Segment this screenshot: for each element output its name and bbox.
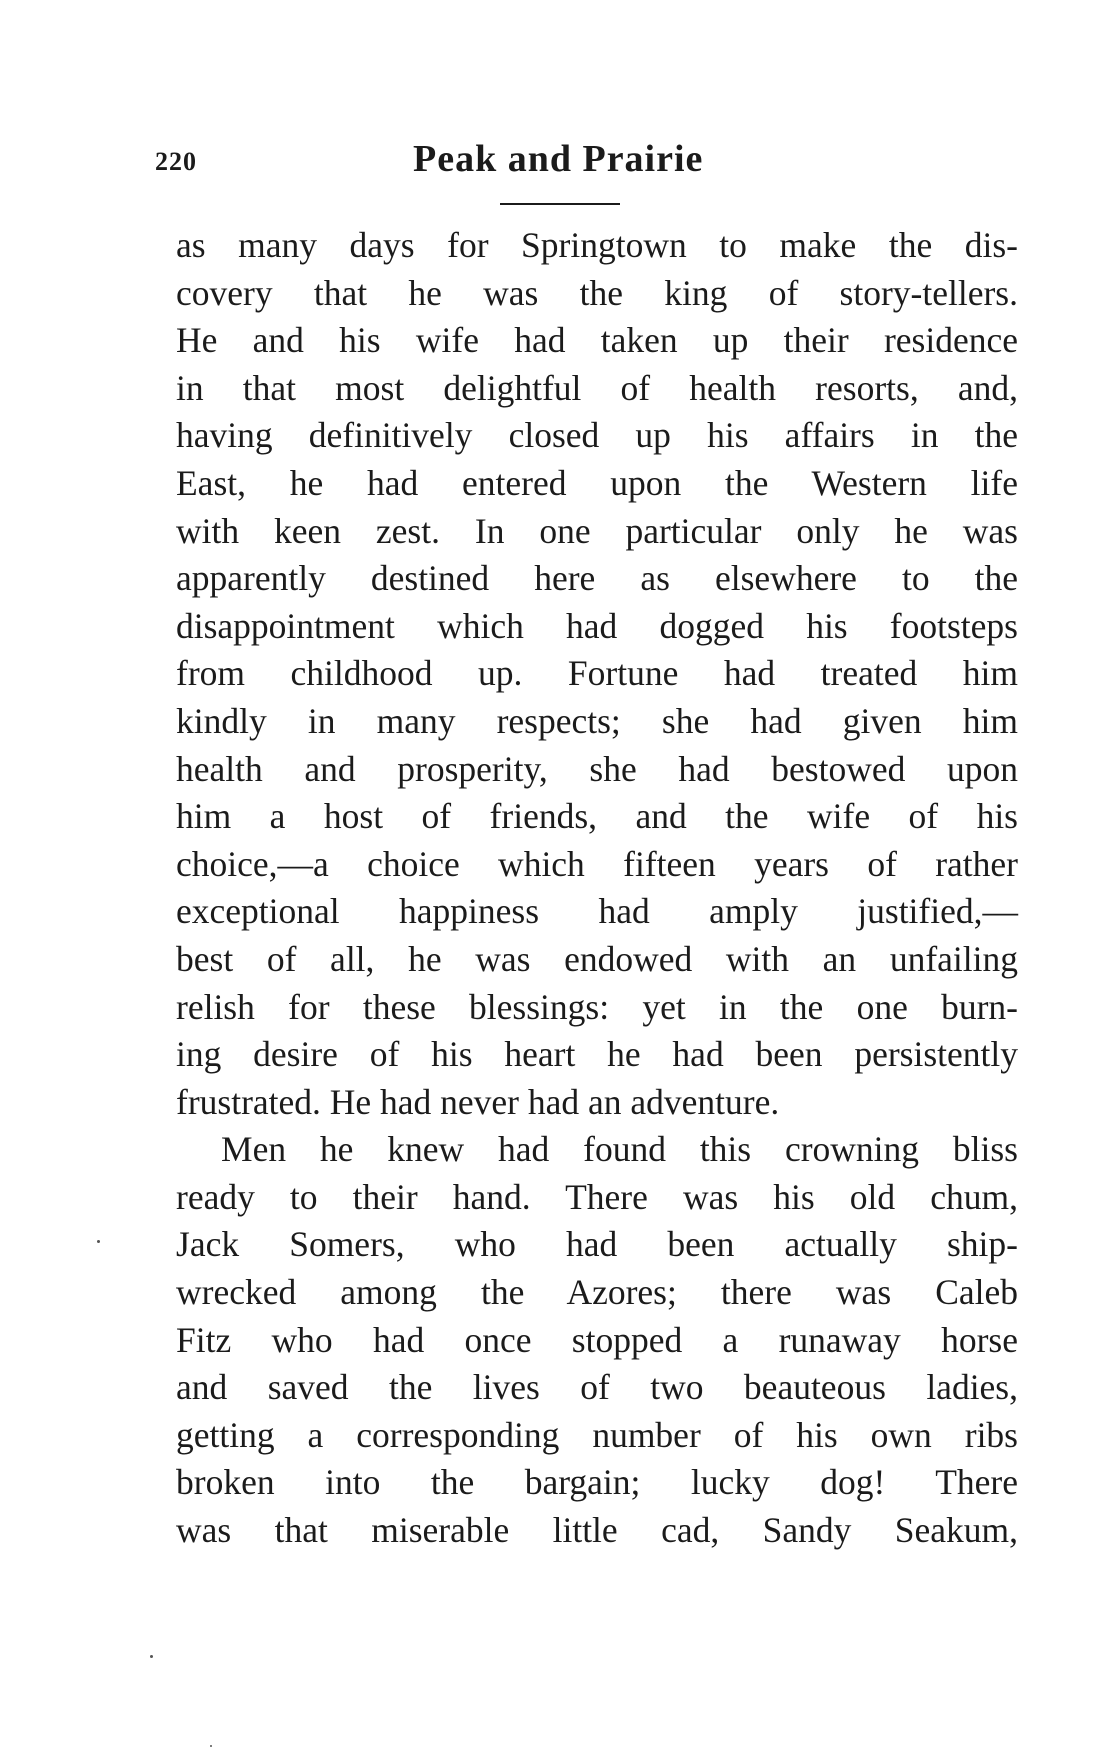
text-line: him a host of friends, and the wife of his: [176, 796, 1018, 837]
text-line: in that most delightful of health resorts, and,: [176, 367, 1018, 408]
body-text: [176, 222, 1018, 1555]
header-rule: [500, 203, 620, 205]
text-line: covery that he was the king of story-tellers.: [176, 272, 1018, 313]
text-line: wrecked among the Azores; there was Caleb: [176, 1272, 1018, 1313]
text-line: kindly in many respects; she had given him: [176, 700, 1018, 741]
running-title: Peak and Prairie: [413, 138, 704, 180]
text-line: as many days for Springtown to make the dis-: [176, 225, 1018, 265]
text-line: was that miserable little cad, Sandy Seakum,: [176, 1510, 1018, 1551]
paper-speck: [97, 1240, 100, 1243]
text-line: disappointment which had dogged his footsteps: [176, 605, 1018, 646]
text-line: relish for these blessings: yet in the one burn-: [176, 986, 1018, 1027]
text-line: from childhood up. Fortune had treated him: [176, 653, 1018, 694]
text-line: East, he had entered upon the Western life: [176, 462, 1018, 503]
text-line: health and prosperity, she had bestowed upon: [176, 748, 1018, 789]
text-line: getting a corresponding number of his own ribs: [176, 1414, 1018, 1455]
text-line: Fitz who had once stopped a runaway horse: [176, 1319, 1018, 1360]
page-number: 220: [155, 147, 197, 176]
paper-speck: [150, 1655, 153, 1658]
text-line: broken into the bargain; lucky dog! There: [176, 1462, 1018, 1503]
text-line: ing desire of his heart he had been persistently: [176, 1034, 1018, 1075]
text-line: best of all, he was endowed with an unfailing: [176, 938, 1018, 979]
text-line: choice,—a choice which fifteen years of rather: [176, 843, 1018, 884]
text-line: with keen zest. In one particular only he was: [176, 510, 1018, 551]
text-line: apparently destined here as elsewhere to the: [176, 558, 1018, 599]
text-line: exceptional happiness had amply justified,—: [176, 891, 1018, 932]
text-line: He and his wife had taken up their residence: [176, 320, 1018, 361]
page-header: [155, 135, 960, 185]
text-line: frustrated. He had never had an adventure.: [176, 1081, 780, 1122]
paper-speck: [210, 1745, 212, 1747]
text-line: having definitively closed up his affairs in the: [176, 415, 1018, 456]
text-line: Men he knew had found this crowning bliss: [221, 1129, 1018, 1170]
text-line: Jack Somers, who had been actually ship-: [176, 1224, 1018, 1265]
text-line: and saved the lives of two beauteous ladies,: [176, 1367, 1018, 1408]
text-line: ready to their hand. There was his old chum,: [176, 1176, 1018, 1217]
